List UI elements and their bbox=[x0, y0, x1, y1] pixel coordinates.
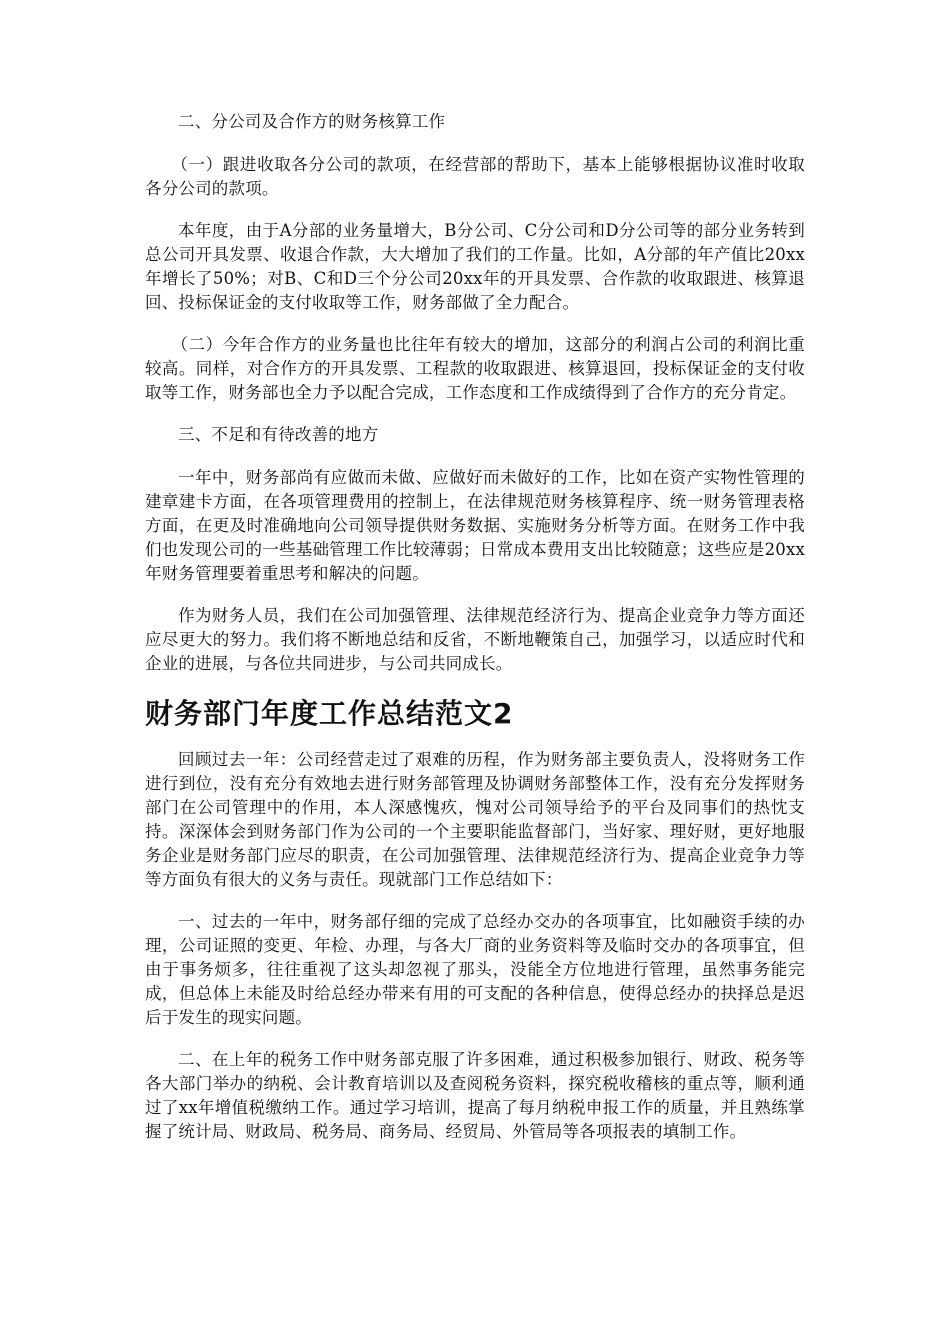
paragraph-point-two: 二、在上年的税务工作中财务部克服了许多困难，通过积极参加银行、财政、税务等各大部门举办的纳税、会计教育培训以及查阅税务资料，探究税收稽核的重点等，顺利通过了xx年增值税缴纳工作。通过学习培训，提高了每月纳税申报工作的质量，并且熟练掌握了统计局、财政局、税务局、商务局、经贸局、外管局等各项报表的填制工作。 bbox=[145, 1050, 805, 1141]
paragraph-shortcomings: 一年中，财务部尚有应做而未做、应做好而未做好的工作，比如在资产实物性管理的建章建卡方面，在各项管理费用的控制上，在法律规范财务核算程序、统一财务管理表格方面，在更及时准确地向公司领导提供财务数据、实施财务分析等方面。在财务工作中我们也发现公司的一些基础管理工作比较薄弱；日常成本费用支出比较随意；这些应是20xx年财务管理要着重思考和解决的问题。 bbox=[145, 468, 805, 583]
section-heading-shortcomings: 三、不足和有待改善的地方 bbox=[178, 425, 379, 444]
section-heading-branch-accounting: 二、分公司及合作方的财务核算工作 bbox=[178, 112, 446, 131]
paragraph-efforts: 作为财务人员，我们在公司加强管理、法律规范经济行为、提高企业竞争力等方面还应尽更大的努力。我们将不断地总结和反省，不断地鞭策自己，加强学习，以适应时代和企业的进展，与各位共同进步，与公司共同成长。 bbox=[145, 606, 805, 673]
paragraph-item-one: （一）跟进收取各分公司的款项，在经营部的帮助下，基本上能够根据协议准时收取各分公司的款项。 bbox=[145, 155, 805, 198]
paragraph-review: 回顾过去一年：公司经营走过了艰难的历程，作为财务部主要负责人，没将财务工作进行到位，没有充分有效地去进行财务部管理及协调财务部整体工作，没有充分发挥财务部门在公司管理中的作用，本人深感愧疚，愧对公司领导给予的平台及同事们的热忱支持。深深体会到财务部门作为公司的一个主要职能监督部门，当好家、理好财，更好地服务企业是财务部门应尽的职责，在公司加强管理、法律规范经济行为、提高企业竞争力等等方面负有很大的义务与责任。现就部门工作总结如下： bbox=[145, 750, 805, 889]
paragraph-point-one: 一、过去的一年中，财务部仔细的完成了总经办交办的各项事宜，比如融资手续的办理，公司证照的变更、年检、办理，与各大厂商的业务资料等及临时交办的各项事宜，但由于事务烦多，往往重视了这头却忽视了那头，没能全方位地进行管理，虽然事务能完成，但总体上未能及时给总经办带来有用的可支配的各种信息，使得总经办的抉择总是迟后于发生的现实问题。 bbox=[145, 912, 805, 1027]
document-page bbox=[145, 110, 805, 1162]
paragraph-this-year: 本年度，由于A分部的业务量增大，B分公司、C分公司和D分公司等的部分业务转到总公司开具发票、收退合作款，大大增加了我们的工作量。比如，A分部的年产值比20xx年增长了50%；对B、C和D三个分公司20xx年的开具发票、合作款的收取跟进、核算退回、投标保证金的支付收取等工作，财务部做了全力配合。 bbox=[145, 221, 805, 312]
article-title: 财务部门年度工作总结范文2 bbox=[145, 697, 514, 730]
paragraph-item-two: （二）今年合作方的业务量也比往年有较大的增加，这部分的利润占公司的利润比重较高。同样，对合作方的开具发票、工程款的收取跟进、核算退回，投标保证金的支付收取等工作，财务部也全力予以配合完成，工作态度和工作成绩得到了合作方的充分肯定。 bbox=[145, 335, 805, 402]
